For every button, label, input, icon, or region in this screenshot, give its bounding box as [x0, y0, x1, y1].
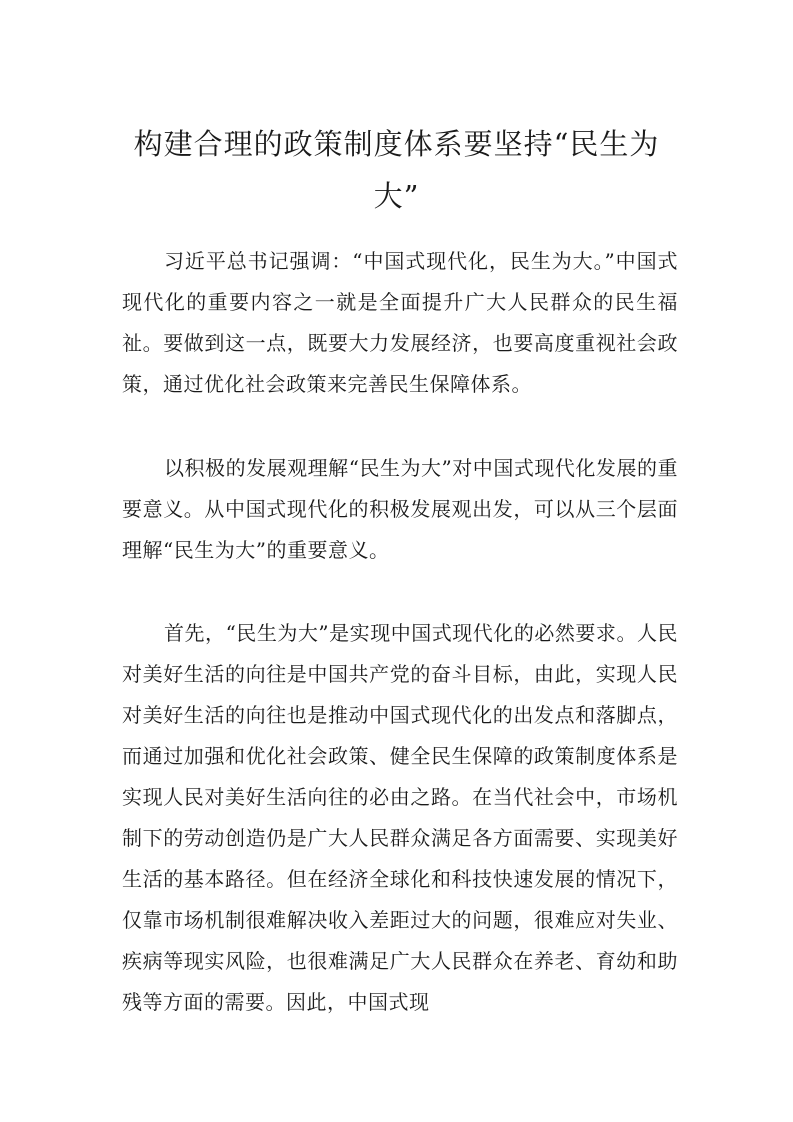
paragraph-3: 首先，“民生为大”是实现中国式现代化的必然要求。人民对美好生活的向往是中国共产党的奋斗目标，由此，实现人民对美好生活的向往也是推动中国式现代化的出发点和落脚点，而通过加强和优化社会政策、健全民生保障的政策制度体系是实现人民对美好生活向往的必由之路。在当代社会中，市场机制下的劳动创造仍是广大人民群众满足各方面需要、实现美好生活的基本路径。但在经济全球化和科技快速发展的情况下，仅靠市场机制很难解决收入差距过大的问题，很难应对失业、疾病等现实风险，也很难满足广大人民群众在养老、育幼和助残等方面的需要。因此，中国式现: [122, 621, 678, 1014]
paragraph-2: 以积极的发展观理解“民生为大”对中国式现代化发展的重要意义。从中国式现代化的积极发展观出发，可以从三个层面理解“民生为大”的重要意义。: [122, 456, 678, 562]
paragraph-1: 习近平总书记强调：“中国式现代化，民生为大。”中国式现代化的重要内容之一就是全面提升广大人民群众的民生福祉。要做到这一点，既要大力发展经济，也要高度重视社会政策，通过优化社会政策来完善民生保障体系。: [122, 249, 678, 396]
document-title: 构建合理的政策制度体系要坚持“民生为大”: [133, 127, 660, 213]
